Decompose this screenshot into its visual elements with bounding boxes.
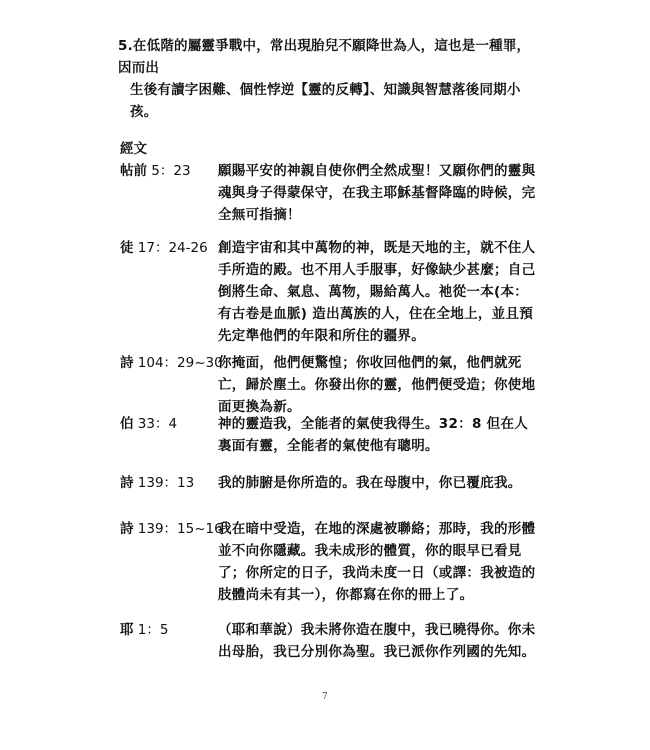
intro-line-1: 5.在低階的屬靈爭戰中，常出現胎兒不願降世為人，這也是一種罪，因而出 xyxy=(118,38,531,76)
verse-reference: 詩 104：29~30 xyxy=(120,355,223,371)
verse-text: （耶和華說）我未將你造在腹中，我已曉得你。你未出母胎，我已分別你為聖。我已派你作列國的先知。 xyxy=(218,622,536,660)
verse-text: 願賜平安的神親自使你們全然成聖！又願你們的靈與魂與身子得蒙保守，在我主耶穌基督降臨的時候，完全無可指摘！ xyxy=(218,163,536,223)
verse-text: 神的靈造我，全能者的氣使我得生。32：8 但在人裏面有靈，全能者的氣使他有聰明。 xyxy=(218,416,529,454)
page-number: 7 xyxy=(322,692,328,702)
verse-reference: 詩 139：15~16 xyxy=(120,521,223,537)
verse-reference: 耶 1：5 xyxy=(120,622,169,638)
verse-text: 我的肺腑是你所造的。我在母腹中，你已覆庇我。 xyxy=(218,475,522,491)
section-heading: 經文 xyxy=(120,141,147,157)
verse-reference: 詩 139：13 xyxy=(120,475,195,491)
intro-paragraph xyxy=(118,35,538,123)
verse-reference: 伯 33：4 xyxy=(120,416,178,432)
verse-text: 創造宇宙和其中萬物的神，既是天地的主，就不住人手所造的殿。也不用人手服事，好像缺少甚麼；自己倒將生命、氣息、萬物，賜給萬人。祂從一本(本：有古卷是血脈) 造出萬族的人，住在全地上，並且預先定準他們的年限和所住的疆界。 xyxy=(218,240,536,344)
verse-reference: 徒 17：24-26 xyxy=(120,240,208,256)
verse-text: 我在暗中受造，在地的深處被聯絡；那時，我的形體並不向你隱藏。我未成形的體質，你的眼早已看見了；你所定的日子，我尚未度一日（或譯：我被造的肢體尚未有其一），你都寫在你的冊上了。 xyxy=(218,521,536,603)
verse-text: 你掩面，他們便驚惶；你收回他們的氣，他們就死亡，歸於塵土。你發出你的靈，他們便受造；你使地面更換為新。 xyxy=(218,355,536,415)
verse-reference: 帖前 5：23 xyxy=(120,163,191,179)
intro-line-2: 生後有讀字困難、個性悖逆【靈的反轉】、知識與智慧落後同期小孩。 xyxy=(130,82,521,120)
